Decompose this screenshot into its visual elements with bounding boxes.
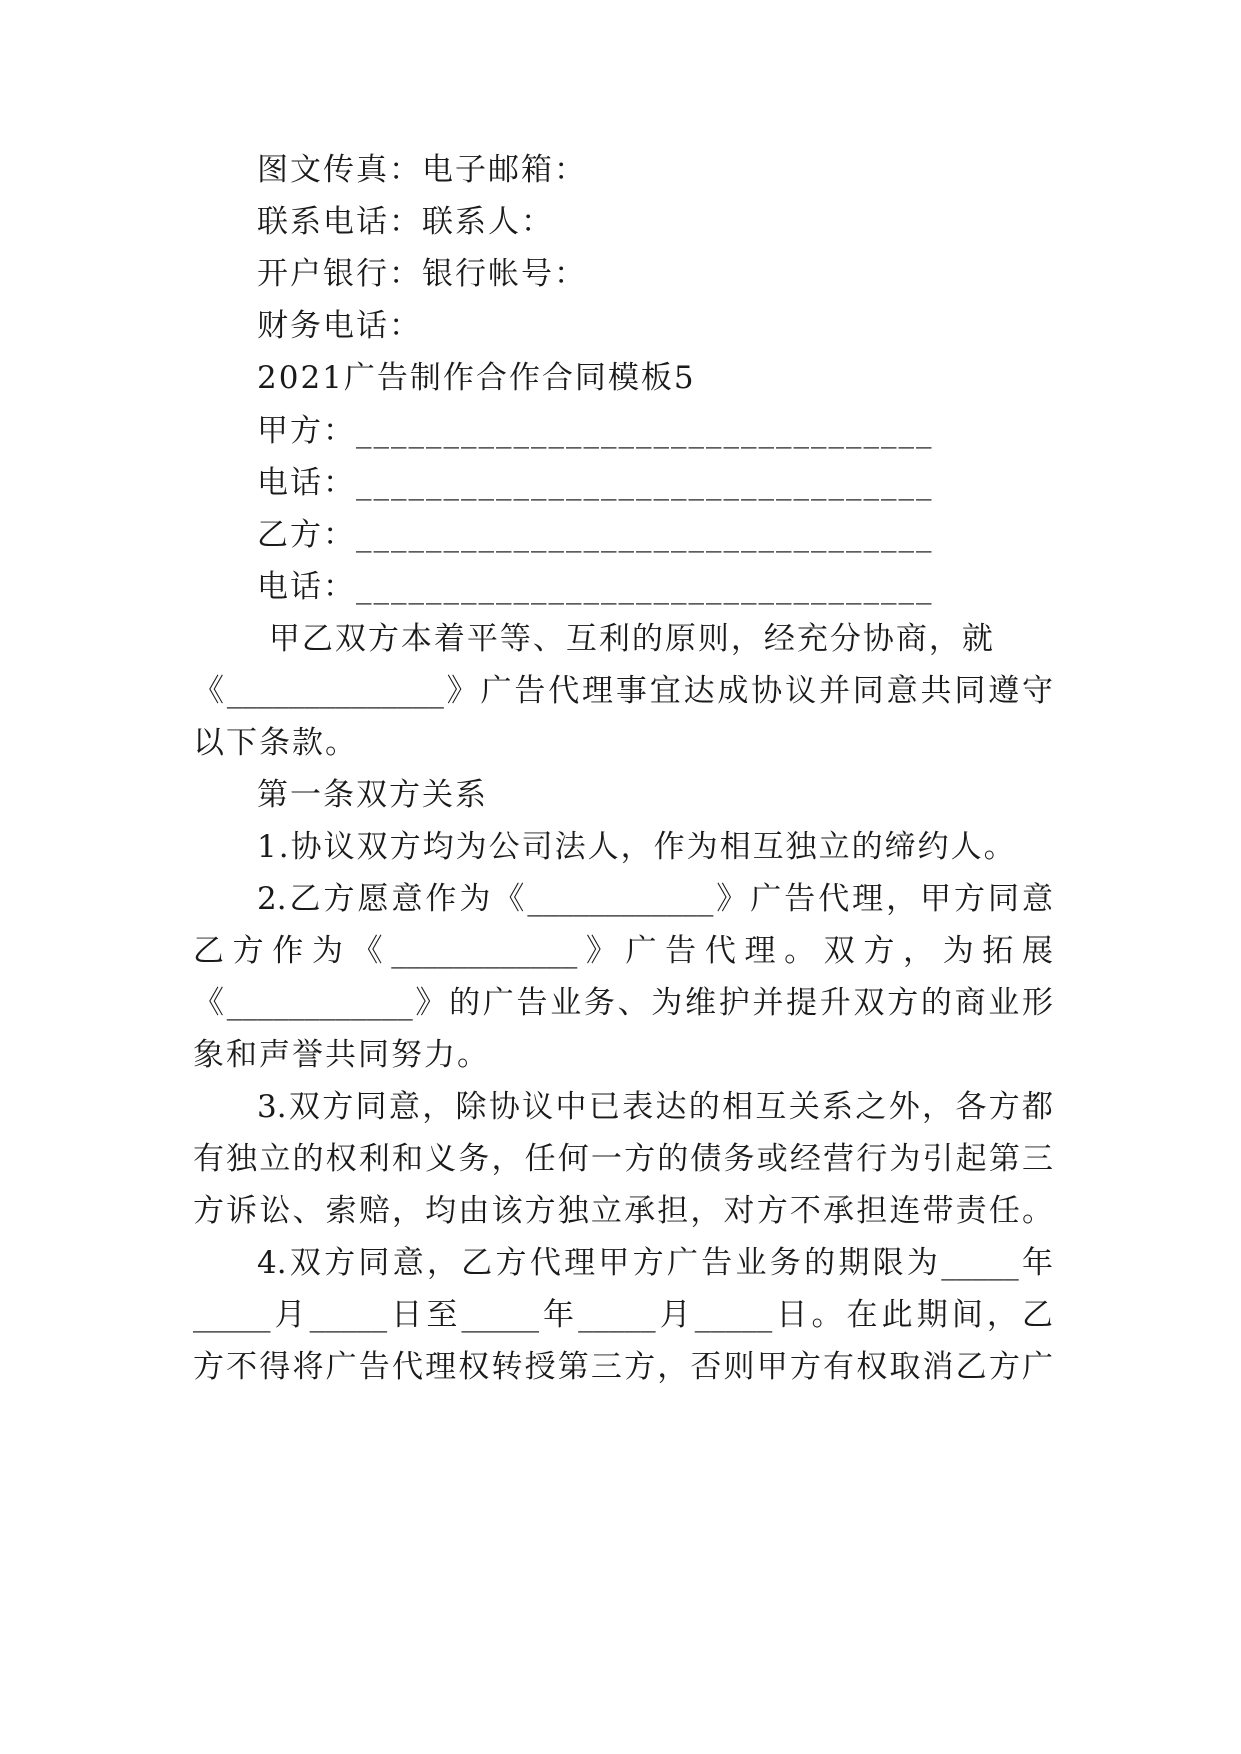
clause-4-line-2: _____月_____日至_____年_____月_____日。在此期间，乙 (193, 1297, 1053, 1333)
clause-2-line-3: 《____________》的广告业务、为维护并提升双方的商业形 (193, 985, 1053, 1021)
preamble-line-1: 甲乙双方本着平等、互利的原则，经充分协商，就 (257, 621, 995, 657)
clause-4-line-3: 方不得将广告代理权转授第三方，否则甲方有权取消乙方广 (193, 1349, 1053, 1385)
party-b-field: 乙方：_________________________________ (257, 517, 934, 553)
preamble-line-2: 《______________》广告代理事宜达成协议并同意共同遵守 (193, 673, 1053, 709)
bank-account-line: 开户银行：银行帐号： (257, 256, 587, 292)
clause-3-line-2: 有独立的权利和义务，任何一方的债务或经营行为引起第三 (193, 1141, 1053, 1177)
clause-2-line-4: 象和声誉共同努力。 (193, 1037, 490, 1073)
clause-2-line-2: 乙方作为《____________》广告代理。双方，为拓展 (193, 933, 1053, 969)
party-a-phone-field: 电话：_________________________________ (257, 465, 934, 501)
clause-3-line-1: 3.双方同意，除协议中已表达的相互关系之外，各方都 (257, 1089, 1053, 1125)
preamble-line-3: 以下条款。 (193, 725, 358, 761)
article-1-heading: 第一条双方关系 (257, 777, 488, 813)
finance-phone-line: 财务电话： (257, 308, 422, 344)
clause-4-line-1: 4.双方同意，乙方代理甲方广告业务的期限为_____年 (257, 1245, 1053, 1281)
clause-3-line-3: 方诉讼、索赔，均由该方独立承担，对方不承担连带责任。 (193, 1193, 1053, 1229)
clause-1-line-1: 1.协议双方均为公司法人，作为相互独立的缔约人。 (257, 829, 1017, 865)
party-b-phone-field: 电话：_________________________________ (257, 569, 934, 605)
clause-2-line-1: 2.乙方愿意作为《____________》广告代理，甲方同意 (257, 881, 1053, 917)
fax-email-line: 图文传真：电子邮箱： (257, 152, 587, 188)
phone-contact-line: 联系电话：联系人： (257, 204, 554, 240)
contract-title: 2021广告制作合作合同模板5 (257, 360, 696, 396)
party-a-field: 甲方：_________________________________ (257, 413, 934, 449)
